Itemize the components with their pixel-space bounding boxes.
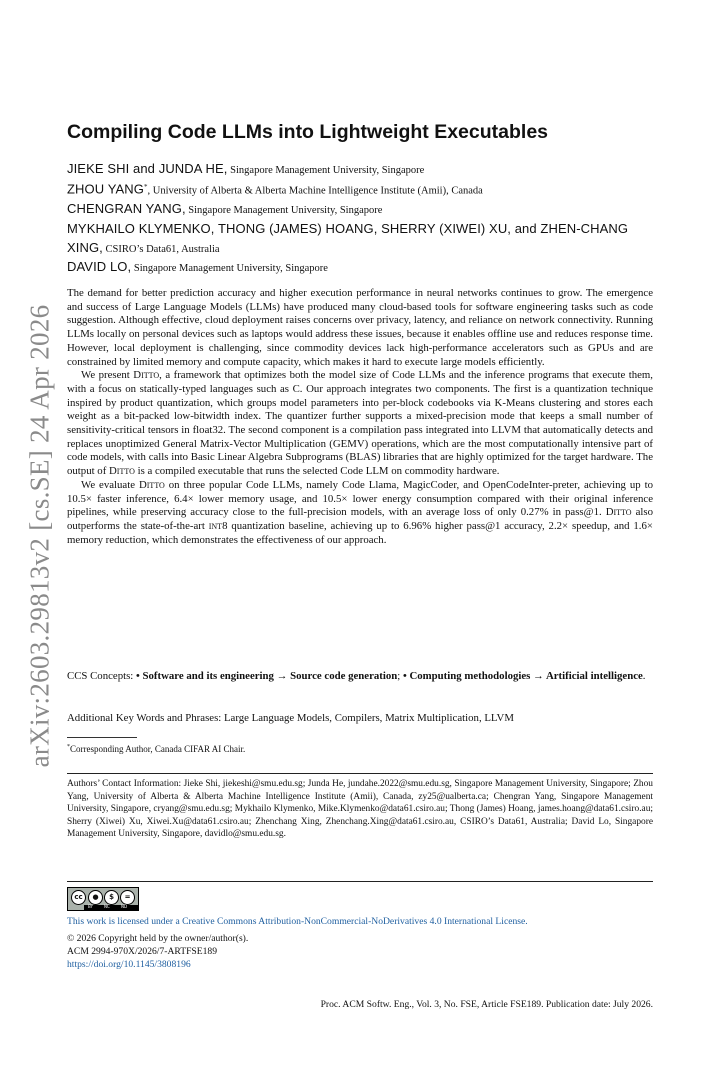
system-name: Ditto xyxy=(133,369,160,382)
acm-identifier: ACM 2994-970X/2026/7-ARTFSE189 xyxy=(67,945,218,957)
author-names: MYKHAILO KLYMENKO, THONG (JAMES) HOANG, SHERRY (XIWEI) XU, and ZHEN-CHANG XING, xyxy=(67,220,629,255)
author-affiliation: Singapore Management University, Singapore xyxy=(131,263,328,275)
system-name: Ditto xyxy=(605,506,632,519)
license-link[interactable]: This work is licensed under a Creative Commons Attribution-NonCommercial-NoDerivatives 4.0 International License. xyxy=(67,916,528,927)
cc-icon: cc xyxy=(71,890,86,905)
author-affiliation: Singapore Management University, Singapore xyxy=(227,165,425,176)
author-names: DAVID LO, xyxy=(67,259,132,275)
corresponding-mark: * xyxy=(143,183,148,192)
system-name: Ditto xyxy=(109,465,135,478)
abstract-paragraph-1: The demand for better prediction accuracy and higher execution performance in neural networks continues to grow. The emergence and success of Large Language Models (LLMs) have produced many cloud-based tools for software engineering tasks such as code suggestion. Although effective, cloud deployment raises concerns over privacy, latency, and reliance on network connectivity. Running LLMs locally on personal devices such as laptops would address these issues, because it enables offline use and reduces response time. However, local deployment is challenging, since commodity devices lack high-performance accelerators such as GPUs and are constrained by limited memory and compute capacity, which makes it hard to execute large models efficiently. xyxy=(67,287,653,368)
journal-footer: Proc. ACM Softw. Eng., Vol. 3, No. FSE, Article FSE189. Publication date: July 2026. xyxy=(320,999,653,1010)
author-names: JIEKE SHI and JUNDA HE, xyxy=(67,161,228,176)
author-affiliation: Singapore Management University, Singapore xyxy=(185,205,383,217)
text-run: is a compiled executable that runs the selected Code LLM on commodity hardware. xyxy=(134,465,500,478)
text-run: We evaluate xyxy=(81,478,139,491)
footnote xyxy=(67,744,653,754)
author-line xyxy=(67,179,653,200)
author-line xyxy=(67,258,653,277)
footnote-rule xyxy=(67,737,137,738)
paper-title: Compiling Code LLMs into Lightweight Executables xyxy=(67,121,549,143)
int8-term: int8 xyxy=(208,519,228,532)
keywords: Additional Key Words and Phrases: Large Language Models, Compilers, Matrix Multiplication, LLVM xyxy=(67,712,514,724)
ccs-label: CCS Concepts: xyxy=(67,670,136,682)
ccs-separator: ; xyxy=(397,670,403,682)
text-run: We present xyxy=(81,369,134,382)
ccs-concepts xyxy=(67,669,653,684)
author-line xyxy=(67,200,653,219)
author-names: ZHOU YANG xyxy=(67,181,144,197)
copyright-notice: © 2026 Copyright held by the owner/author(s). xyxy=(67,933,249,944)
author-affiliation: CSIRO’s Data61, Australia xyxy=(102,243,220,255)
badge-by-label: BY xyxy=(88,904,93,909)
system-name: Ditto xyxy=(138,478,165,491)
cc-license-badge[interactable] xyxy=(67,887,139,911)
abstract-paragraph-2 xyxy=(67,369,653,479)
nc-dollar-icon: $ xyxy=(104,890,119,905)
abstract xyxy=(67,287,653,547)
author-affiliation: , University of Alberta & Alberta Machine Intelligence Institute (Amii), Canada xyxy=(147,185,483,197)
ccs-concept-1: • Software and its engineering → Source code generation xyxy=(136,670,398,682)
author-contact-info: Authors’ Contact Information: Jieke Shi, jiekeshi@smu.edu.sg; Junda He, jundahe.2022@smu.edu.sg, Singapore Management University, Singapore; Zhou Yang, University of Alberta & Alberta Machine Intelligence Institute (Amii), Canada, zy25@ualberta.ca; Chengran Yang, Singapore Management University, Singapore, cryang@smu.edu.sg; Mykhailo Klymenko, Mike.Klymenko@data61.csiro.au; Thong (James) Hoang, james.hoang@data61.csiro.au; Sherry (Xiwei) Xu, Xiwei.Xu@data61.csiro.au; Zhenchang Xing, Zhenchang.Xing@data61.csiro.au, CSIRO’s Data61, Australia; David Lo, Singapore Management University, Singapore, davidlo@smu.edu.sg. xyxy=(67,779,653,839)
author-line xyxy=(67,160,653,179)
ccs-end: . xyxy=(642,670,646,682)
footnote-text: Corresponding Author, Canada CIFAR AI Chair. xyxy=(70,744,246,754)
badge-nc-label: NC xyxy=(104,904,110,909)
ccs-concept-2: • Computing methodologies → Artificial intelligence xyxy=(403,670,643,682)
footnote-mark: * xyxy=(67,744,70,750)
arxiv-identifier: arXiv:2603.29813v2 [cs.SE] 24 Apr 2026 xyxy=(24,304,55,768)
abstract-paragraph-3 xyxy=(67,479,653,548)
doi-link[interactable]: https://doi.org/10.1145/3808196 xyxy=(67,958,191,970)
author-list xyxy=(67,160,653,277)
by-person-icon: ● xyxy=(88,890,103,905)
badge-nd-label: ND xyxy=(121,904,128,909)
divider xyxy=(67,881,653,882)
text-run: quantization baseline, achieving up to 6.96% higher pass@1 accuracy, 2.2× speedup, and 1.6× memory reduction, which demonstrates the effectiveness of our approach. xyxy=(67,519,653,546)
text-run: also outperforms the state-of-the-art xyxy=(67,506,653,532)
text-run: , a framework that optimizes both the model size of Code LLMs and the inference programs that execute them, with a focus on statically-typed languages such as C. Our approach integrates two components. The first is a quantization technique inspired by product quantization, which groups model parameters into per-block codebooks via K-Means clustering and stores each weight as a bit-packed low-bitwidth index. The quantizer further supports a mixed-precision mode that keeps a small number of sensitivity-critical tensors in float32. The second component is a compilation pass integrated into LLVM that automatically detects and replaces unoptimized General Matrix-Vector Multiplication (GEMV) operations, which are the most computationally intensive part of code models, with calls into Basic Linear Algebra Subprograms (BLAS) libraries that are highly optimized for the target hardware. The output of xyxy=(67,369,654,478)
divider xyxy=(67,773,653,774)
copyright-block xyxy=(67,933,653,971)
arxiv-side-stamp xyxy=(22,276,58,796)
text-run: on three popular Code LLMs, namely Code Llama, MagicCoder, and OpenCodeInter-preter, achieving up to 10.5× faster inference, 6.4× lower memory usage, and 10.5× lower energy consumption compared with their original inference pipelines, while preserving accuracy close to the full-precision models, with an average loss of only 0.27% in pass@1. xyxy=(67,478,654,519)
author-names: CHENGRAN YANG, xyxy=(67,201,186,217)
nd-equal-icon: = xyxy=(120,890,135,905)
author-line xyxy=(67,220,653,259)
badge-strip xyxy=(84,905,138,910)
